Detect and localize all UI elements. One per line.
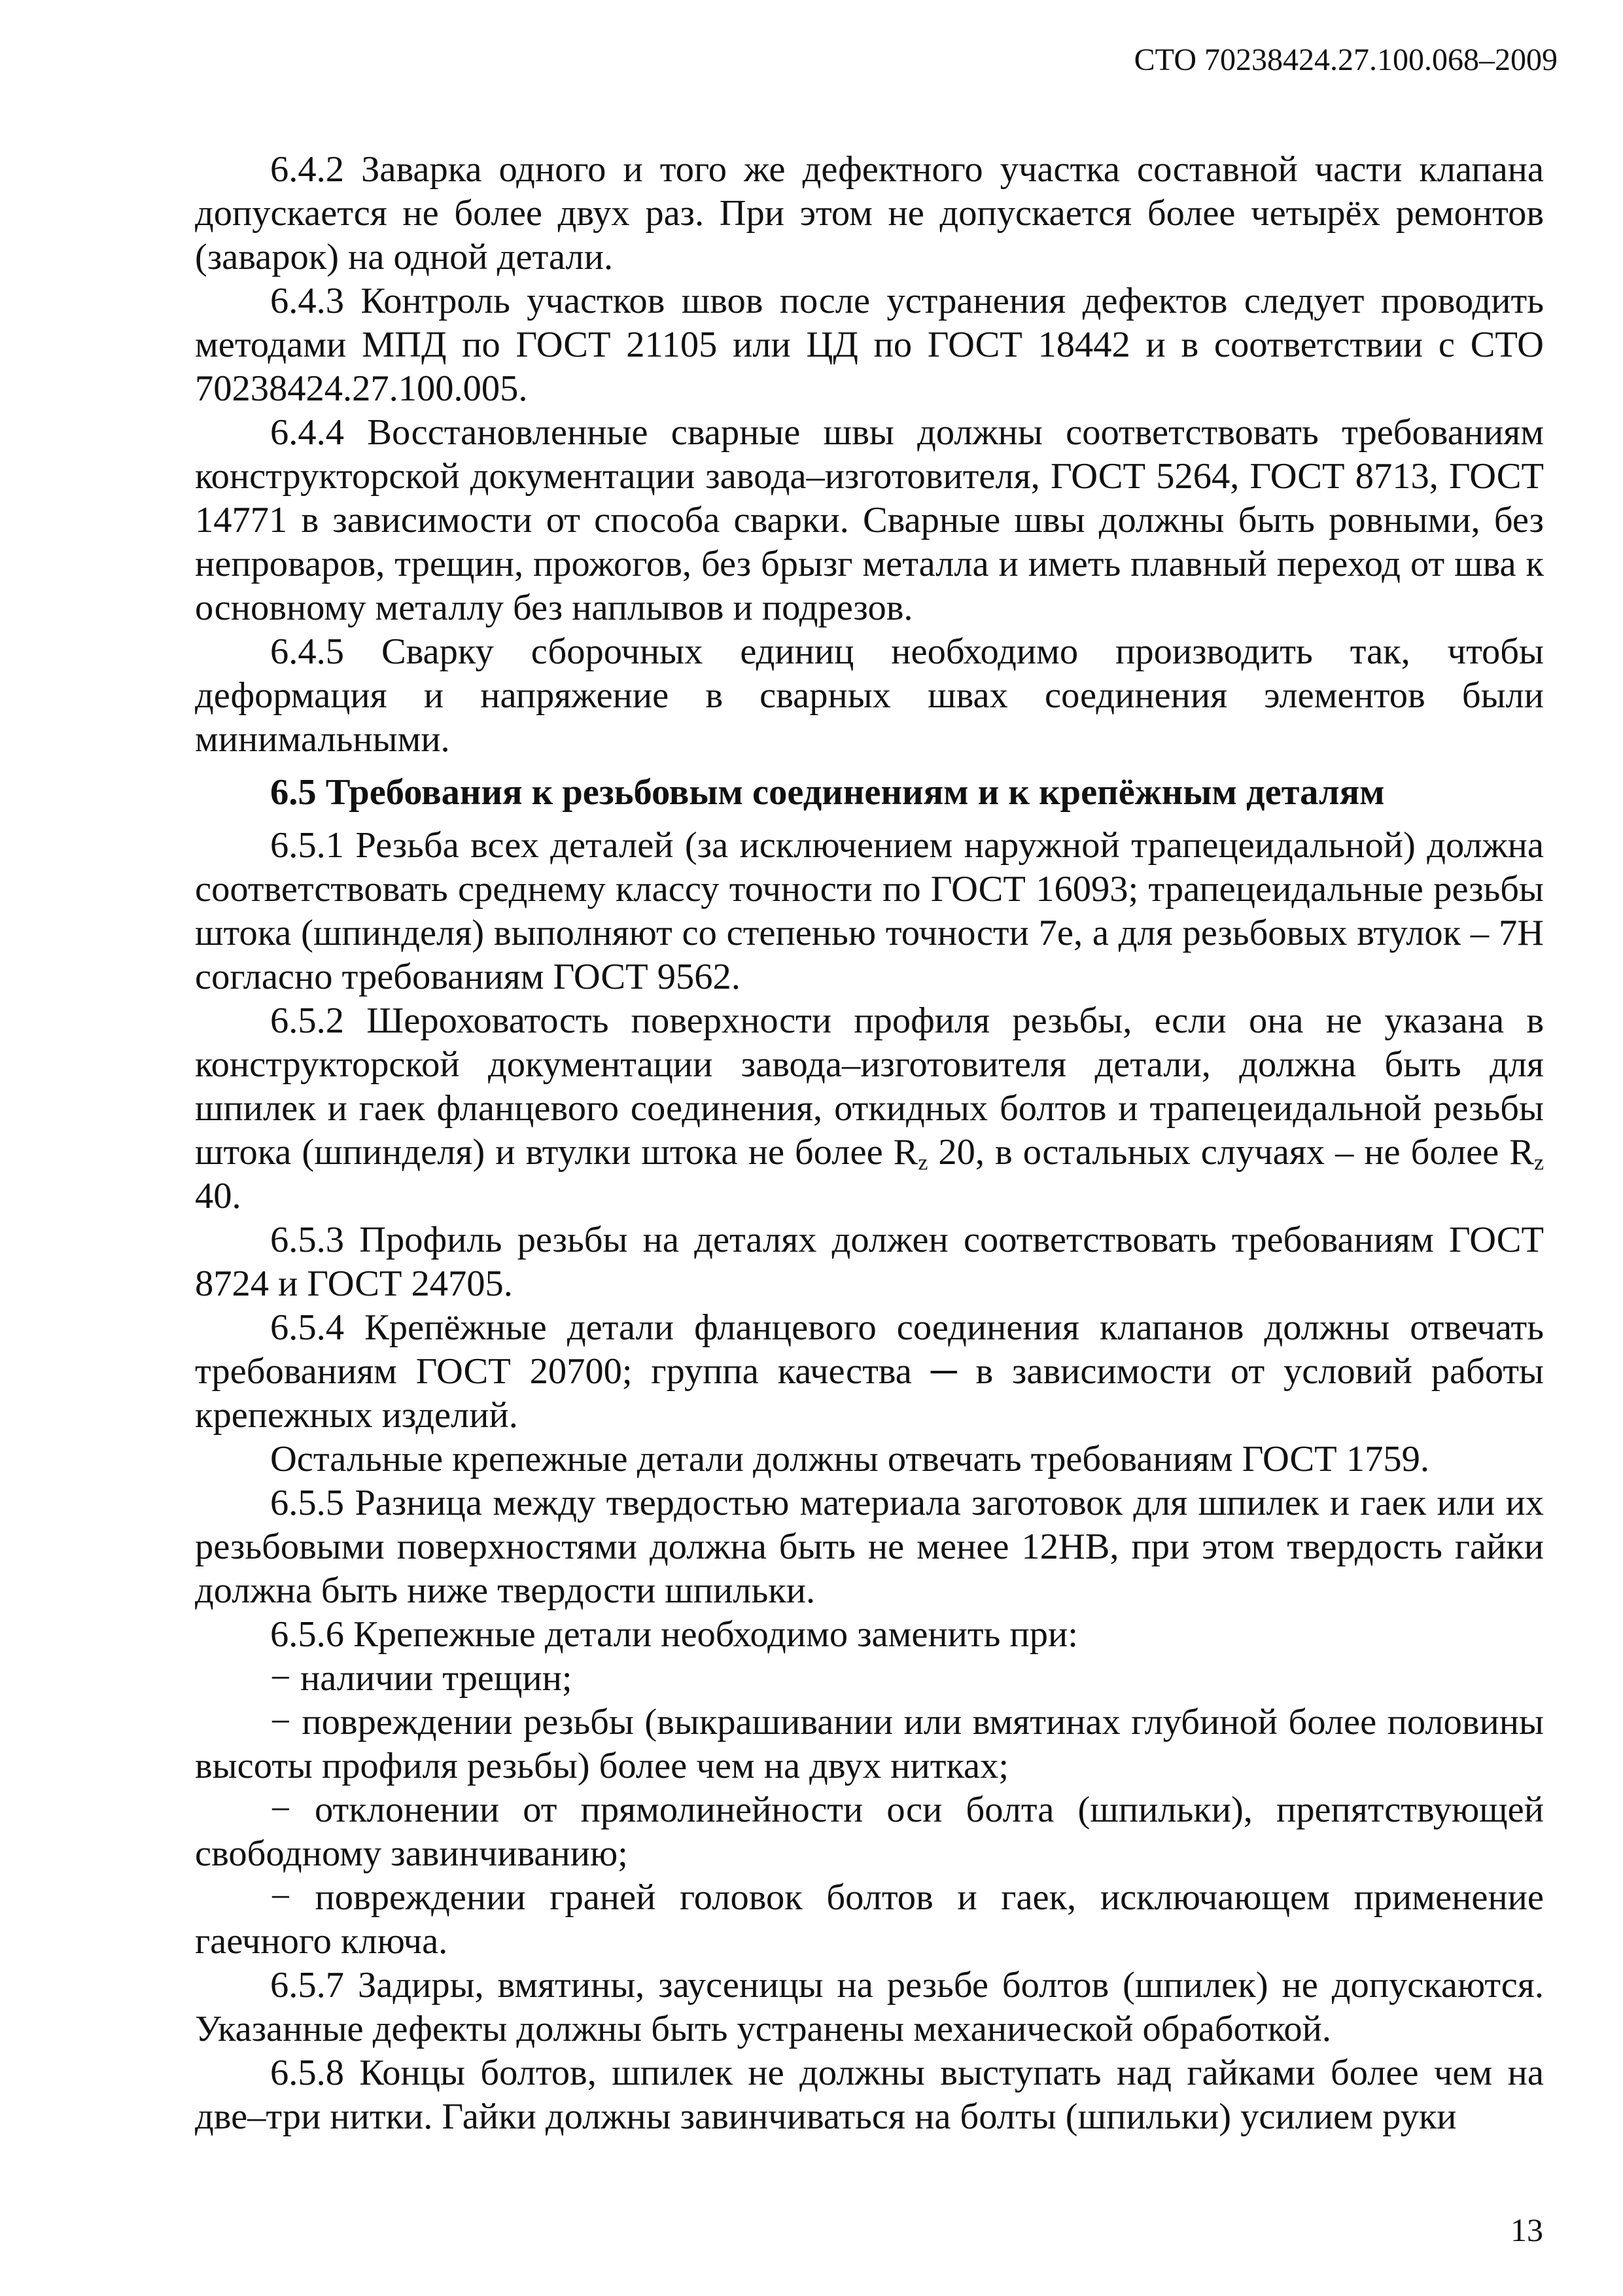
paragraph-6-4-5: 6.4.5 Сварку сборочных единиц необходимо производить так, чтобы деформация и напряжение в сварных швах соединения элементов были минимальными.	[195, 631, 1544, 760]
paragraph-6-4-4: 6.4.4 Восстановленные сварные швы должны соответствовать требованиям конструкторской документации завода–изготовителя, ГОСТ 5264, ГОСТ 8713, ГОСТ 14771 в зависимости от способа сварки. Сварные швы должны быть ровными, без непроваров, трещин, прожогов, без брызг металла и иметь плавный переход от шва к основному металлу без наплывов и подрезов.	[195, 412, 1544, 628]
paragraph-6-4-2: 6.4.2 Заварка одного и того же дефектного участка составной части клапана допускается не более двух раз. При этом не допускается более четырёх ремонтов (заварок) на одной детали.	[195, 149, 1544, 277]
paragraph-6-5-4: 6.5.4 Крепёжные детали фланцевого соединения клапанов должны отвечать требованиям ГОСТ 20700; группа качества ─ в зависимости от условий работы крепежных изделий.	[195, 1307, 1544, 1436]
list-item-head-faces: − повреждении граней головок болтов и гаек, исключающем применение гаечного ключа.	[195, 1877, 1544, 1962]
section-heading-6-5: 6.5 Требования к резьбовым соединениям и к крепёжным деталям	[270, 772, 1385, 813]
page-number: 13	[1510, 2212, 1543, 2248]
paragraph-6-5-2-part-b: 20, в остальных случаях – не более R	[928, 1132, 1534, 1173]
paragraph-6-5-5: 6.5.5 Разница между твердостью материала заготовок для шпилек и гаек или их резьбовыми поверхностями должна быть не менее 12НВ, при этом твердость гайки должна быть ниже твердости шпильки.	[195, 1483, 1544, 1611]
document-body	[195, 148, 1544, 2139]
paragraph-6-5-8: 6.5.8 Концы болтов, шпилек не должны выступать над гайками более чем на две–три нитки. Гайки должны завинчиваться на болты (шпильки) усилием руки	[195, 2053, 1544, 2137]
paragraph-6-5-4-other: Остальные крепежные детали должны отвечать требованиям ГОСТ 1759.	[270, 1439, 1429, 1479]
paragraph-6-5-3: 6.5.3 Профиль резьбы на деталях должен соответствовать требованиям ГОСТ 8724 и ГОСТ 24705.	[195, 1220, 1544, 1304]
paragraph-6-5-2-part-a: 6.5.2 Шероховатость поверхности профиля резьбы, если она не указана в конструкторской документации завода–изготовителя детали, должна быть для шпилек и гаек фланцевого соединения, откидных болтов и трапецеидальной резьбы штока (шпинделя) и втулки штока не более R	[195, 1000, 1544, 1173]
paragraph-6-5-6: 6.5.6 Крепежные детали необходимо заменить при:	[270, 1614, 1078, 1655]
subscript-z-2: z	[1533, 1150, 1544, 1175]
document-code-header: СТО 70238424.27.100.068–2009	[1134, 43, 1558, 77]
list-item-straightness: − отклонении от прямолинейности оси болта (шпильки), препятствующей свободному завинчиванию;	[195, 1790, 1544, 1874]
paragraph-6-5-7: 6.5.7 Задиры, вмятины, заусеницы на резьбе болтов (шпилек) не допускаются. Указанные дефекты должны быть устранены механической обработкой.	[195, 1965, 1544, 2049]
paragraph-6-5-2	[195, 999, 1544, 1218]
paragraph-6-4-3: 6.4.3 Контроль участков швов после устранения дефектов следует проводить методами МПД по ГОСТ 21105 или ЦД по ГОСТ 18442 и в соответствии с СТО 70238424.27.100.005.	[195, 281, 1544, 409]
paragraph-6-5-1: 6.5.1 Резьба всех деталей (за исключением наружной трапецеидальной) должна соответствовать среднему классу точности по ГОСТ 16093; трапецеидальные резьбы штока (шпинделя) выполняют со степенью точности 7е, а для резьбовых втулок – 7Н согласно требованиям ГОСТ 9562.	[195, 825, 1544, 997]
list-item-cracks: − наличии трещин;	[270, 1658, 572, 1699]
paragraph-6-5-2-part-c: 40.	[195, 1176, 241, 1216]
subscript-z-1: z	[918, 1150, 928, 1175]
list-item-thread-damage: − повреждении резьбы (выкрашивании или вмятинах глубиной более половины высоты профиля резьбы) более чем на двух нитках;	[195, 1702, 1544, 1786]
